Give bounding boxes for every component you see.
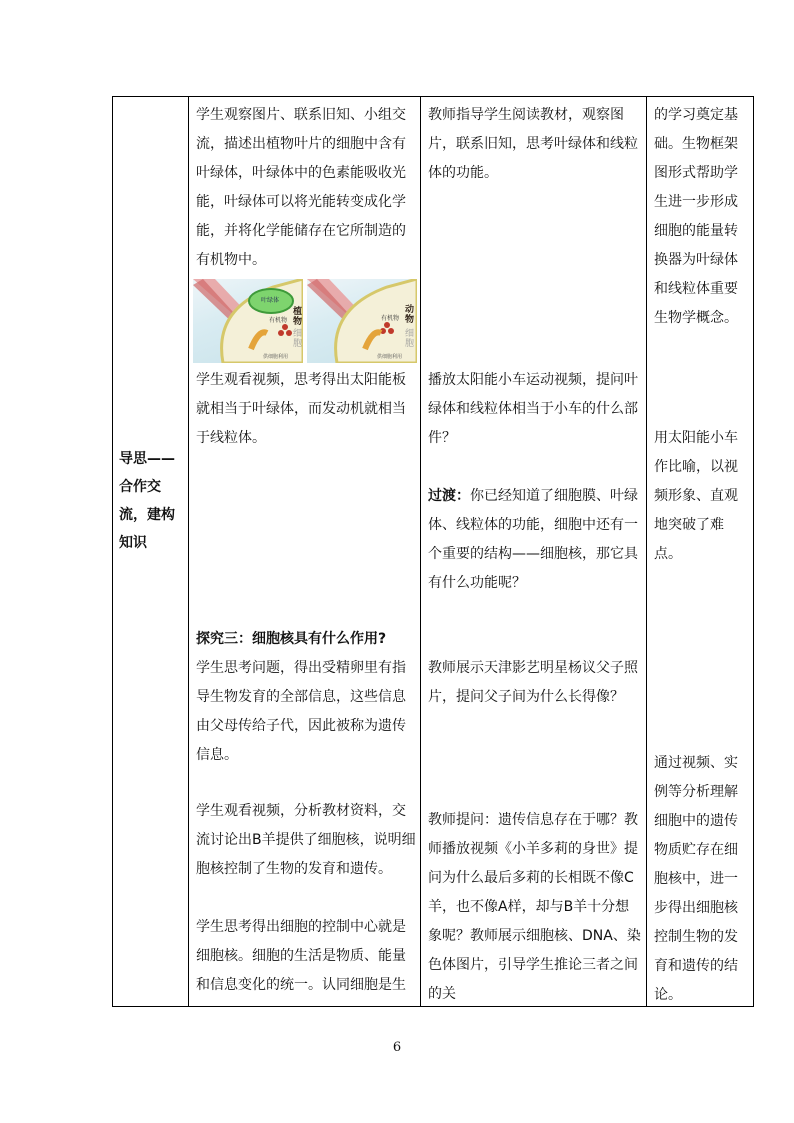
plant-caption: 供细胞利用 [263, 354, 289, 360]
stage-label: 导思——合作交流，建构知识 [119, 451, 175, 551]
teacher-activity-column [421, 97, 647, 1006]
animal-cell-diagram [307, 279, 417, 363]
student-text-2: 学生观看视频，思考得出太阳能板就相当于叶绿体，而发动机就相当于线粒体。 [196, 372, 406, 446]
plant-cell-diagram [193, 279, 303, 363]
teacher-text-4: 教师提问：遗传信息存在于哪？教师播放视频《小羊多莉的身世》提问为什么最后多莉的长相既不像C羊，也不像A样，却与B羊十分想象呢？教师展示细胞核、DNA、染色体图片，引导学生推论三者之间的关 [428, 812, 641, 1002]
plant-organic-label: 有机物 [269, 317, 288, 324]
plant-label-1: 植物 [293, 307, 303, 327]
student-text-4: 学生观看视频，分析教材资料，交流讨论出B羊提供了细胞核，说明细胞核控制了生物的发育和遗传。 [196, 803, 416, 877]
intent-text-3: 通过视频、实例等分析理解细胞中的遗传物质贮存在细胞核中，进一步得出细胞核控制生物的发育和遗传的结论。 [654, 755, 738, 1003]
animal-label-1: 动物 [405, 305, 415, 325]
lesson-plan-table [112, 96, 754, 1007]
transition-label: 过渡： [428, 488, 470, 504]
page-number: 6 [392, 1040, 402, 1055]
design-intent-column [647, 97, 753, 1006]
intent-text-1: 的学习奠定基础。生物框架图形式帮助学生进一步形成细胞的能量转换器为叶绿体和线粒体重要生物学概念。 [654, 107, 738, 326]
student-text-1: 学生观察图片、联系旧知、小组交流，描述出植物叶片的细胞中含有叶绿体，叶绿体中的色素能吸收光能，叶绿体可以将光能转变成化学能，并将化学能储存在它所制造的有机物中。 [196, 107, 406, 268]
intent-text-2: 用太阳能小车作比喻，以视频形象、直观地突破了难点。 [654, 430, 738, 562]
stage-column [113, 97, 189, 1006]
teacher-text-2: 播放太阳能小车运动视频，提问叶绿体和线粒体相当于小车的什么部件？ [428, 372, 638, 446]
plant-label-2: 细胞 [293, 329, 303, 349]
animal-organic-label: 有机物 [381, 315, 400, 322]
animal-label-2: 细胞 [405, 329, 415, 349]
chloroplast-label: 叶绿体 [261, 297, 280, 304]
teacher-text-3: 教师展示天津影艺明星杨议父子照片，提问父子间为什么长得像？ [428, 660, 638, 705]
animal-caption: 供细胞利用 [377, 354, 403, 360]
student-text-3: 学生思考问题，得出受精卵里有指导生物发育的全部信息，这些信息由父母传给子代，因此被称为遗传信息。 [196, 660, 406, 763]
student-activity-column [189, 97, 421, 1006]
teacher-text-1: 教师指导学生阅读教材，观察图片，联系旧知，思考叶绿体和线粒体的功能。 [428, 107, 638, 181]
transition-paragraph [428, 482, 642, 598]
student-text-5: 学生思考得出细胞的控制中心就是细胞核。细胞的生活是物质、能量和信息变化的统一。认同细胞是生 [196, 919, 406, 993]
inquiry-heading: 探究三：细胞核具有什么作用? [196, 631, 387, 647]
transition-text: 你已经知道了细胞膜、叶绿体、线粒体的功能，细胞中还有一个重要的结构——细胞核，那它具有什么功能呢？ [428, 488, 638, 591]
